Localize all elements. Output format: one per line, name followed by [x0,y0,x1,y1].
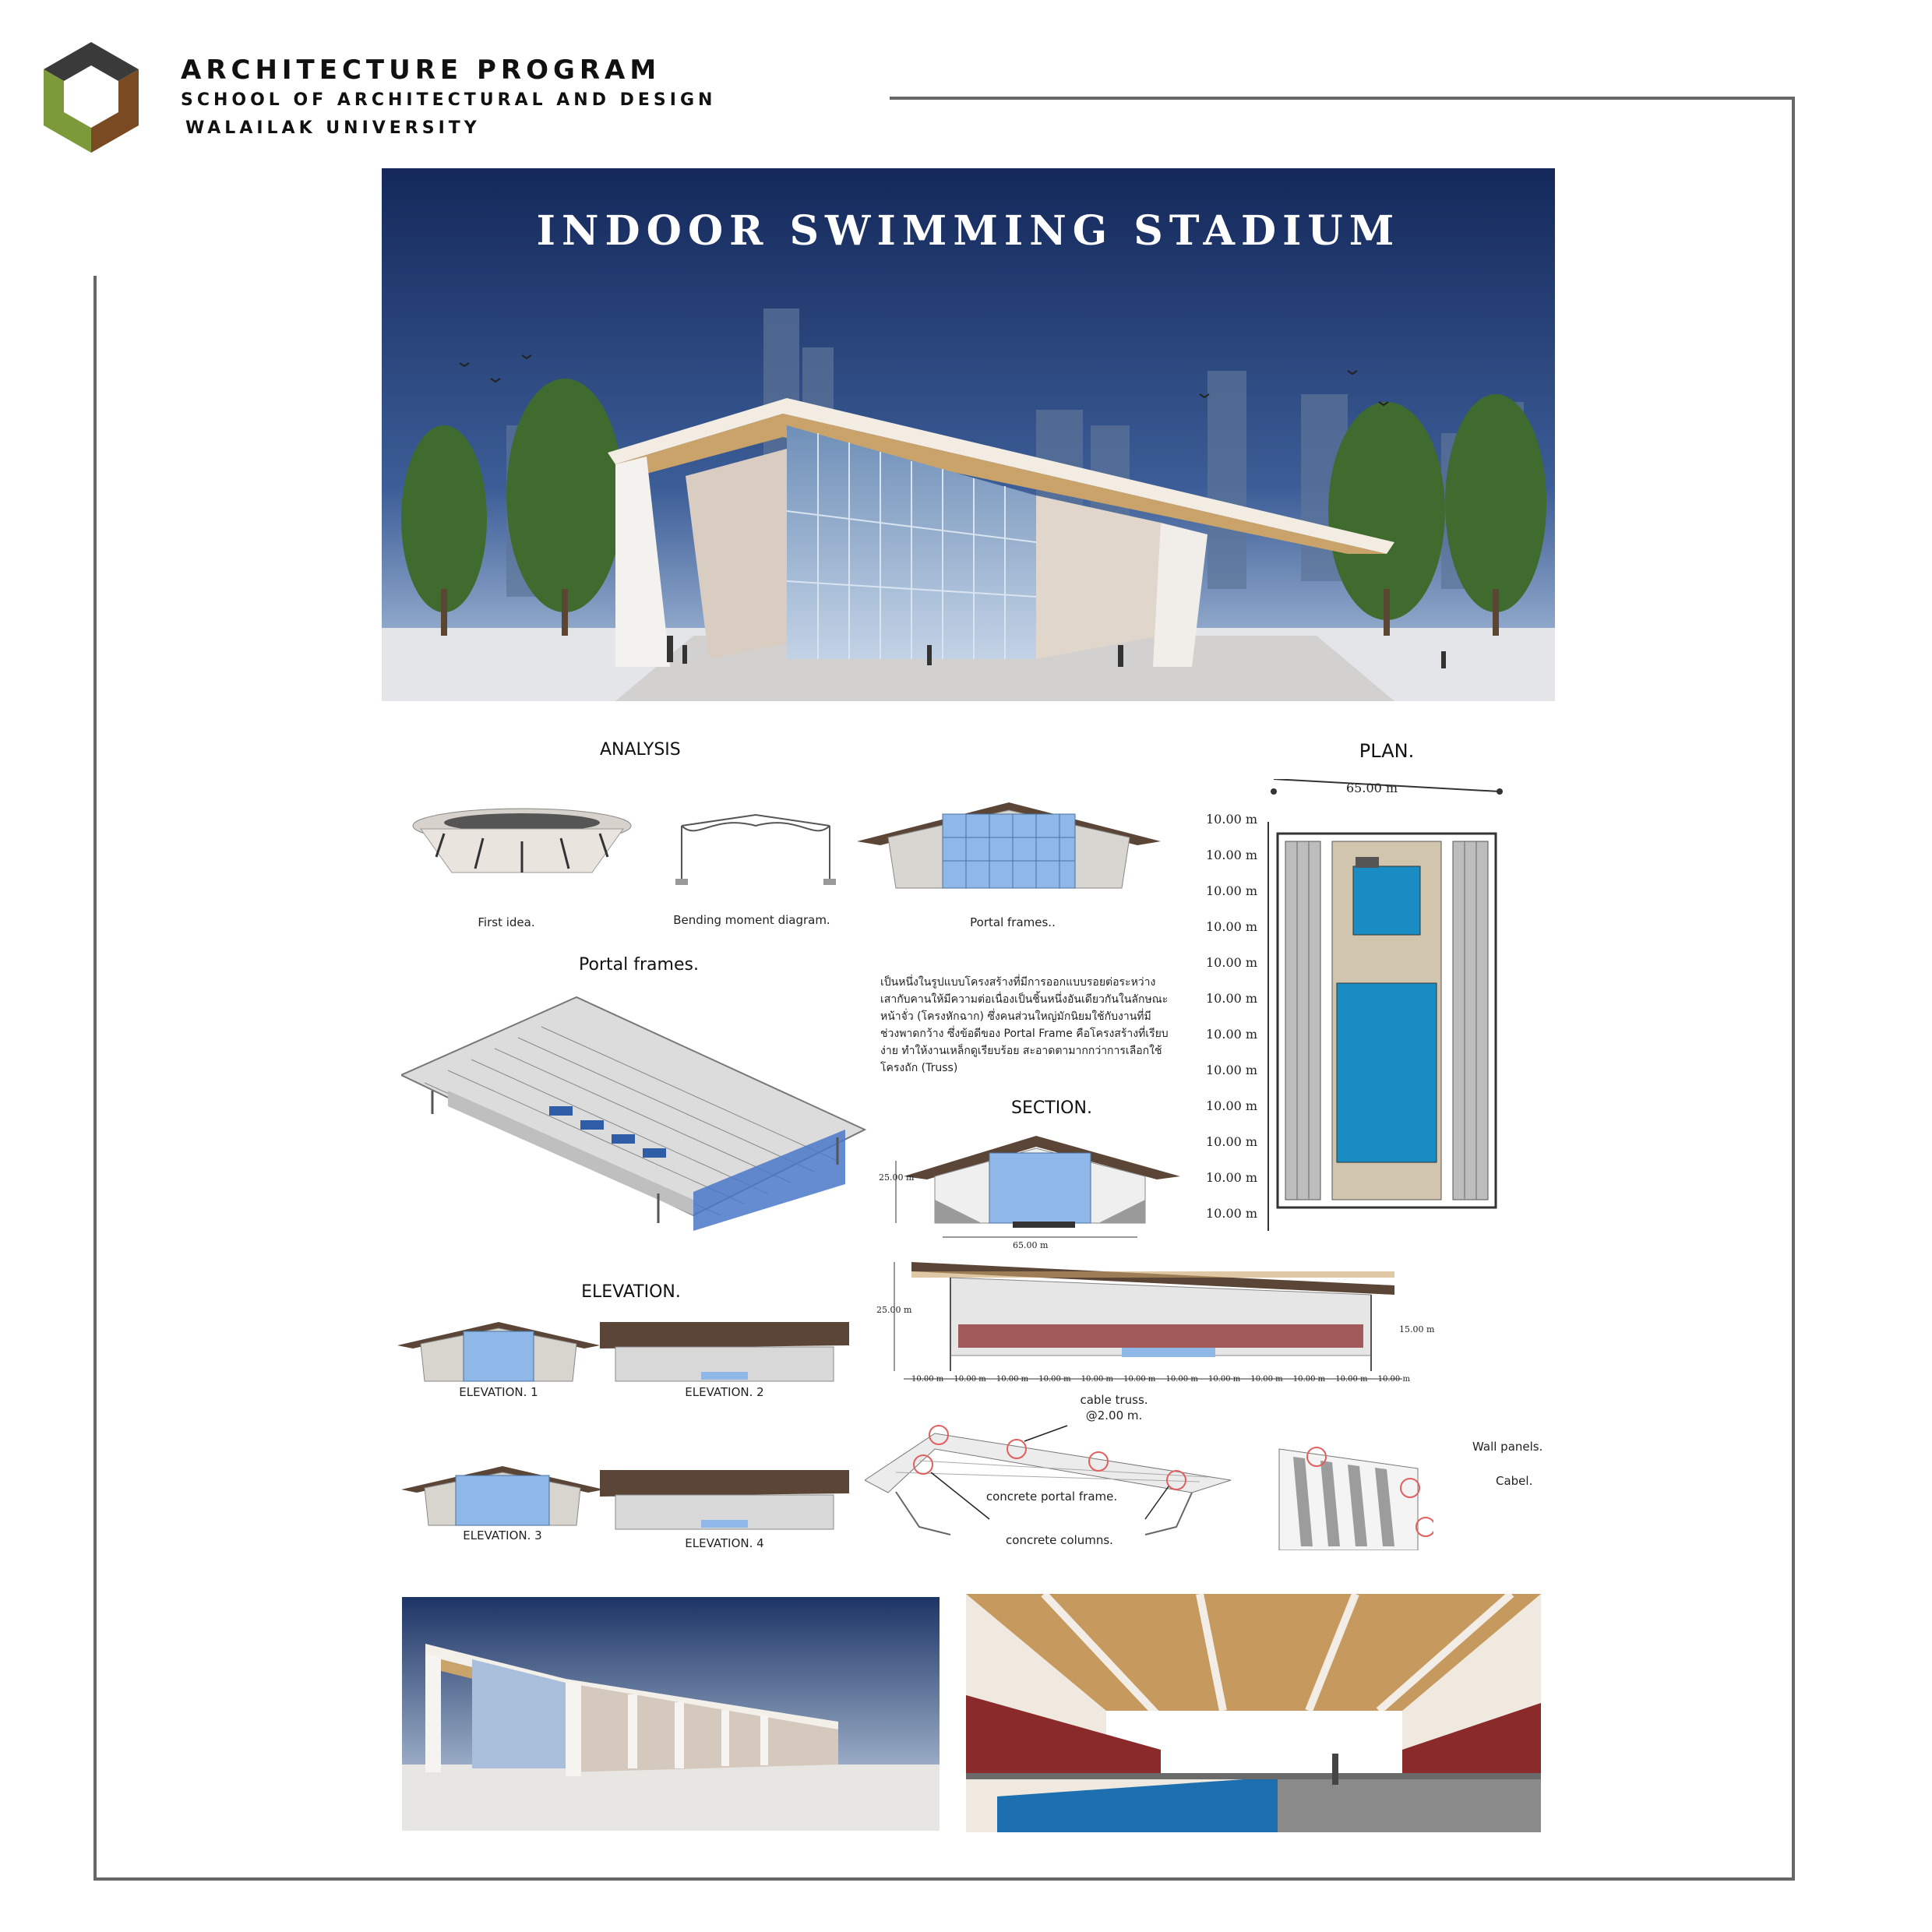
plan-bay-label: 10.00 m [1206,1063,1258,1077]
portal-frames-description: เป็นหนึ่งในรูปแบบโครงสร้างที่มีการออกแบบรอยต่อระหว่างเสากับคานให้มีความต่อเนื่องเป็นชิ้นหนึ่งอันเดียวกันในลักษณะหน้าจั่ว (โครงหักฉาก) ซึ่งคนส่วนใหญ่มักนิยมใช้กับงานที่มีช่วงพาดกว้าง ซึ่งข้อดีของ Portal Frame คือโครงสร้างที่เรียบง่าย ทำให้งานเหล็กดูเรียบร้อย สะอาดตามากกว่าการเลือกใช้โครงถัก (Truss) [880,976,1169,1074]
school-name: SCHOOL OF ARCHITECTURAL AND DESIGN [181,90,717,110]
frame-top-line [890,97,1795,100]
plan-bay-label: 10.00 m [1206,919,1258,934]
cable-truss-spacing-label: @2.00 m. [1085,1408,1143,1423]
university-name: WALAILAK UNIVERSITY [185,118,481,138]
elevation-2-label: ELEVATION. 2 [685,1385,764,1399]
long-bay-label: 10.00 m [911,1375,944,1384]
cabel-label: Cabel. [1496,1474,1533,1488]
long-bay-label: 10.00 m [1250,1375,1283,1384]
long-bay-label: 10.00 m [954,1375,986,1384]
long-bay-label: 10.00 m [1377,1375,1410,1384]
first-idea-label: First idea. [478,915,535,929]
elevation-2-drawing [600,1320,849,1383]
plan-bay-label: 10.00 m [1206,1027,1258,1042]
exterior-side-rendering [402,1597,940,1831]
long-bay-label: 10.00 m [1038,1375,1071,1384]
first-idea-drawing [397,795,647,888]
hero-rendering [382,168,1555,701]
plan-bay-label: 10.00 m [1206,991,1258,1006]
program-title: ARCHITECTURE PROGRAM [181,55,661,86]
site-plan-drawing [1262,779,1511,1239]
bending-moment-drawing [666,810,845,888]
long-bay-label: 10.00 m [996,1375,1029,1384]
cable-truss-label: cable truss. [1080,1393,1148,1407]
long-bay-label: 10.00 m [1081,1375,1113,1384]
portal-frames-drawing [857,799,1161,892]
long-section-bay-labels [911,1375,1410,1384]
analysis-title: ANALYSIS [600,740,681,760]
plan-bay-label: 10.00 m [1206,955,1258,970]
long-bay-label: 10.00 m [1123,1375,1156,1384]
elevation-1-drawing [397,1320,600,1383]
long-bay-label: 10.00 m [1292,1375,1326,1384]
long-section-drawing [888,1254,1418,1394]
plan-bay-label: 10.00 m [1206,1206,1258,1221]
elevation-3-drawing [401,1465,604,1527]
long-section-height-right: 15.00 m [1399,1324,1435,1334]
plan-bay-labels [1206,812,1268,1242]
bending-moment-label: Bending moment diagram. [673,913,830,927]
cross-section-drawing [888,1130,1184,1246]
portal-frames-small-label: Portal frames.. [970,915,1056,929]
plan-bay-label: 10.00 m [1206,812,1258,827]
elevation-3-label: ELEVATION. 3 [463,1528,542,1542]
frame-left-line [93,276,97,1881]
plan-bay-label: 10.00 m [1206,883,1258,898]
plan-width-label: 65.00 m [1346,781,1398,795]
plan-bay-label: 10.00 m [1206,1134,1258,1149]
structure-detail-drawing [865,1418,1239,1542]
hero-title: INDOOR SWIMMING STADIUM [536,207,1401,255]
portal-frames-title: Portal frames. [579,955,699,975]
section-width-label: 65.00 m [1013,1240,1049,1250]
elevation-4-label: ELEVATION. 4 [685,1536,764,1550]
frame-bottom-line [93,1877,1795,1881]
long-section-height-left: 25.00 m [876,1305,912,1315]
plan-bay-label: 10.00 m [1206,848,1258,862]
hexagon-logo-icon [41,39,142,156]
interior-pool-rendering [966,1594,1541,1832]
section-height-label: 25.00 m [879,1172,915,1183]
section-title: SECTION. [1011,1098,1092,1118]
plan-title: PLAN. [1359,740,1415,762]
long-bay-label: 10.00 m [1165,1375,1198,1384]
long-bay-label: 10.00 m [1335,1375,1368,1384]
elevation-title: ELEVATION. [581,1282,681,1302]
long-bay-label: 10.00 m [1208,1375,1241,1384]
plan-bay-label: 10.00 m [1206,1098,1258,1113]
concrete-columns-label: concrete columns. [1006,1533,1113,1547]
elevation-1-label: ELEVATION. 1 [459,1385,538,1399]
wall-panels-label: Wall panels. [1472,1440,1543,1454]
plan-bay-label: 10.00 m [1206,1170,1258,1185]
wall-panel-detail-drawing [1278,1433,1433,1550]
portal-frames-axonometric [401,989,869,1239]
frame-right-line [1792,97,1795,1881]
elevation-4-drawing [600,1468,849,1531]
portal-frame-label: concrete portal frame. [985,1490,1118,1504]
